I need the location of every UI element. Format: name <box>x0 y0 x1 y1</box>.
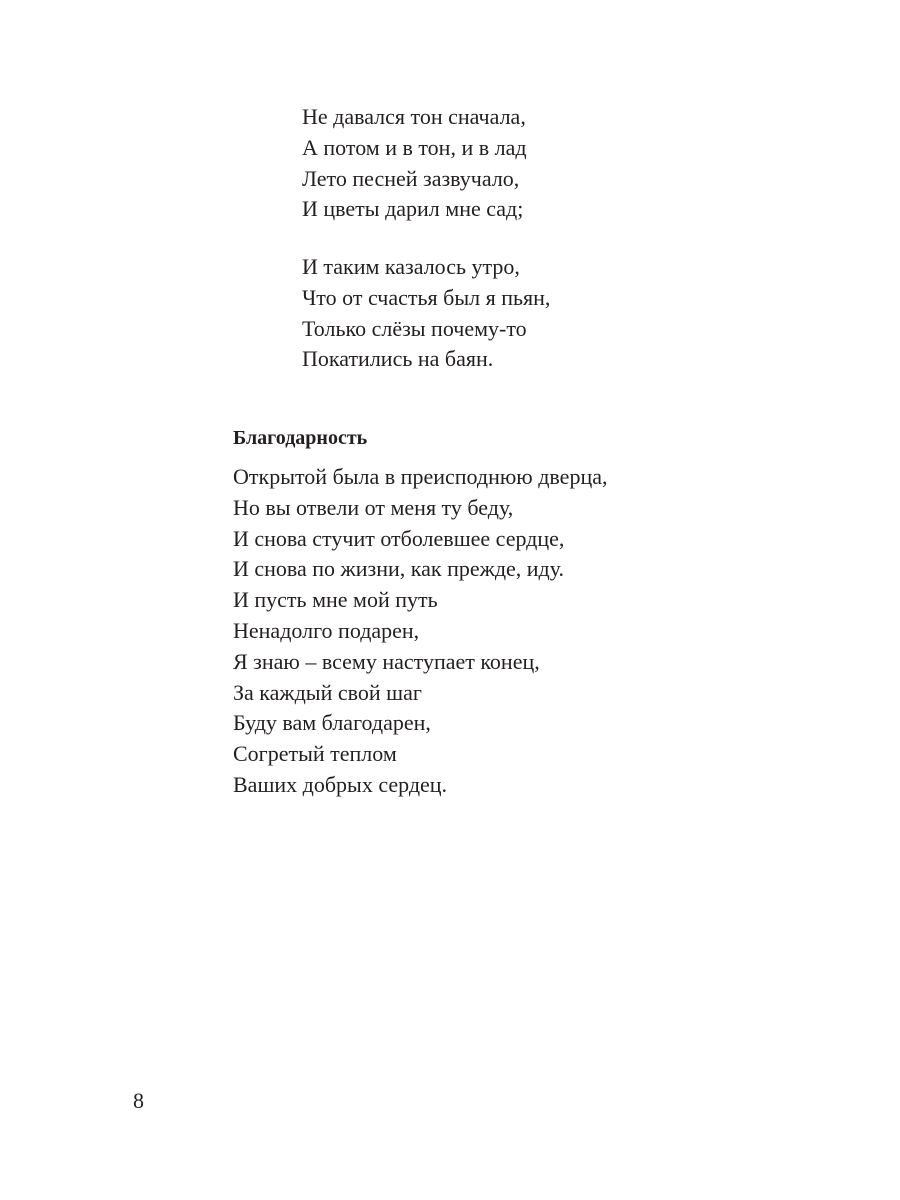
verse-line: А потом и в тон, и в лад <box>302 134 527 160</box>
verse-line: Только слёзы почему-то <box>302 315 527 341</box>
verse-line: Ваших добрых сердец. <box>233 771 448 797</box>
poem-stanza-2 <box>302 252 550 375</box>
verse-line: Что от счастья был я пьян, <box>302 284 551 310</box>
verse-line: Лето песней зазвучало, <box>302 165 520 191</box>
page-number: 8 <box>133 1088 144 1113</box>
poem-body <box>233 462 607 801</box>
verse-line: И таким казалось утро, <box>302 254 520 279</box>
poem-title: Благодарность <box>233 427 368 449</box>
verse-line: Буду вам благодарен, <box>233 710 431 736</box>
verse-line: И снова по жизни, как прежде, иду. <box>233 556 565 582</box>
verse-line: Я знаю – всему наступает конец, <box>233 648 540 674</box>
verse-line: Не давался тон сначала, <box>302 104 526 129</box>
verse-line: За каждый свой шаг <box>233 679 422 705</box>
poem-stanza-1 <box>302 102 527 225</box>
verse-line: Открытой была в преисподнюю дверца, <box>233 464 608 489</box>
verse-line: Согретый теплом <box>233 741 397 767</box>
verse-line: И пусть мне мой путь <box>233 587 438 613</box>
verse-line: Ненадолго подарен, <box>233 617 420 643</box>
verse-line: И цветы дарил мне сад; <box>302 196 524 222</box>
verse-line: Покатились на баян. <box>302 346 494 372</box>
verse-line: И снова стучит отболевшее сердце, <box>233 525 565 551</box>
verse-line: Но вы отвели от меня ту беду, <box>233 494 514 520</box>
